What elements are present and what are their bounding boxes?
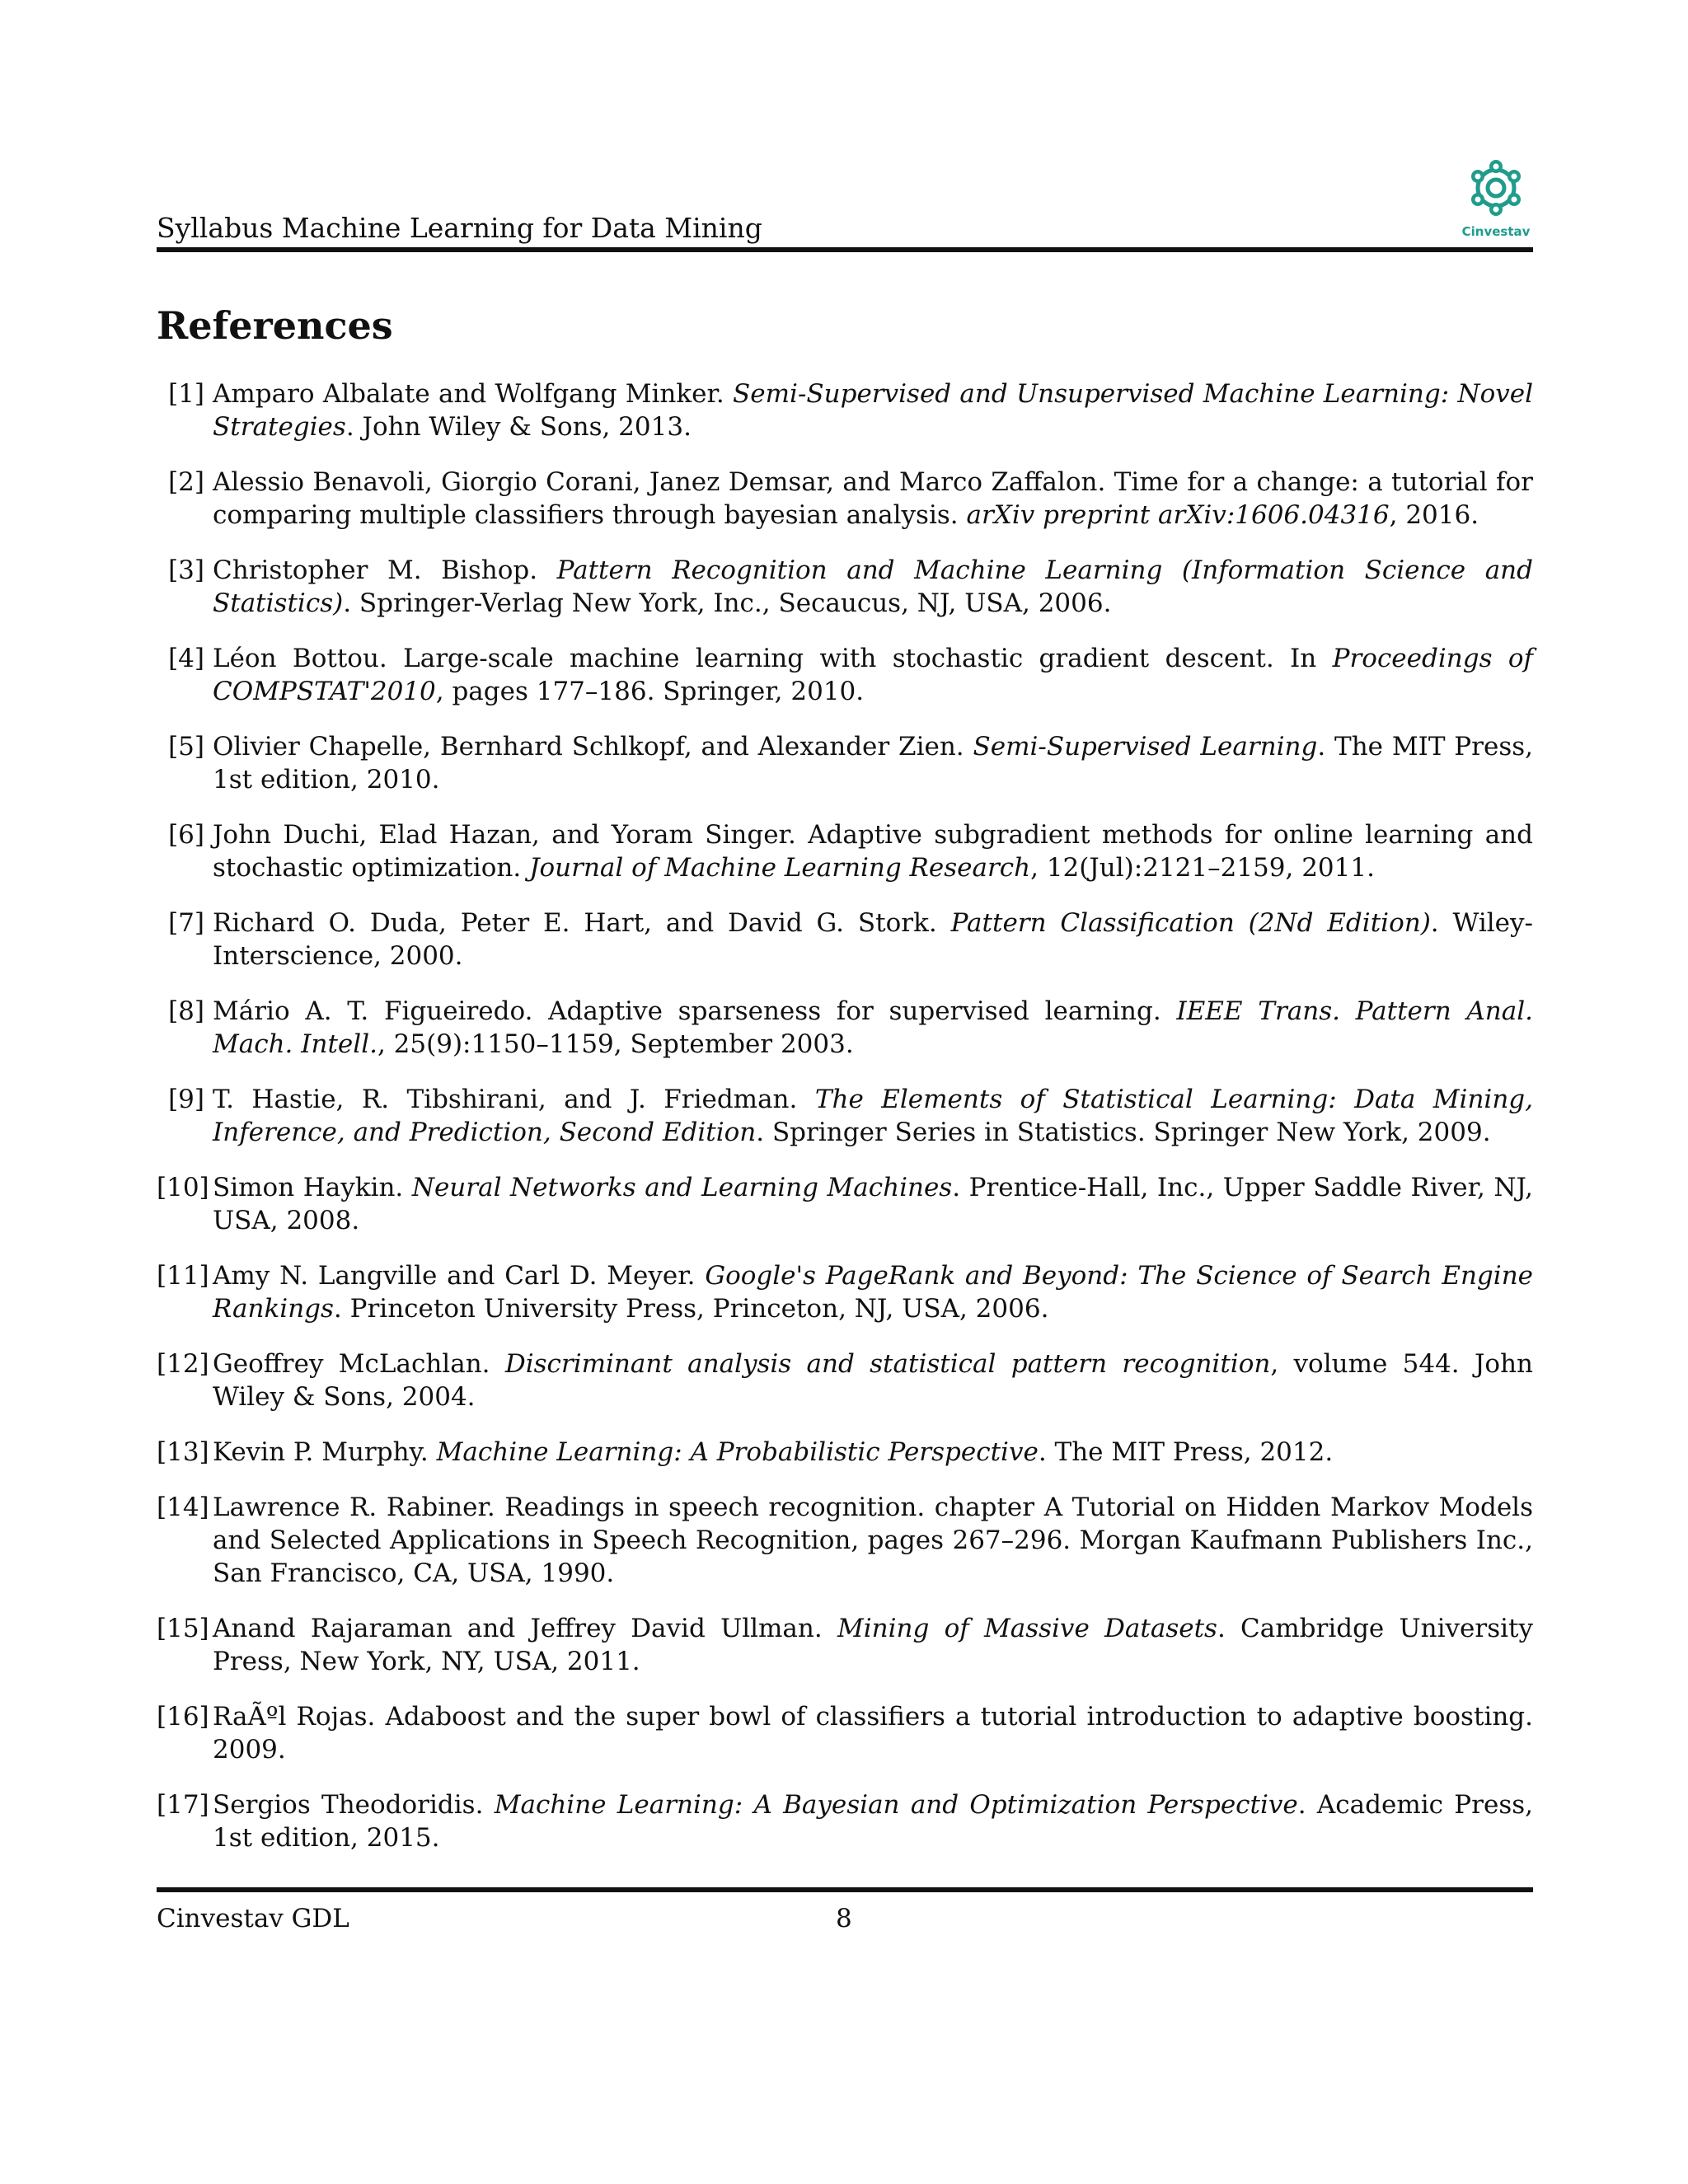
reference-text: [213, 820, 1533, 883]
reference-text: [213, 1790, 1533, 1853]
reference-number: [6]: [168, 820, 204, 850]
section-title: References: [157, 303, 393, 348]
reference-item: [157, 1436, 1533, 1469]
reference-number: [8]: [168, 996, 204, 1026]
reference-publication: . Wiley-Interscience, 2000.: [213, 908, 1533, 971]
reference-text: [213, 1085, 1533, 1147]
reference-authors: Amparo Albalate and Wolfgang Minker.: [213, 379, 734, 409]
reference-publication: . Academic Press, 1st edition, 2015.: [213, 1790, 1533, 1853]
reference-text: [213, 1614, 1533, 1676]
reference-authors: Lawrence R. Rabiner. Readings in speech recognition. chapter A Tutorial on Hidden Markov Models and Selected Applications in Speech Recognition, pages 267–296. Morgan Kaufmann Publishers Inc., San Francisco, CA, USA, 1990.: [213, 1493, 1533, 1588]
reference-number: [15]: [157, 1614, 209, 1643]
reference-text: [213, 644, 1533, 706]
reference-authors: Sergios Theodoridis.: [213, 1790, 495, 1820]
reference-number: [13]: [157, 1437, 209, 1467]
reference-text: [213, 467, 1533, 530]
reference-publication: . John Wiley & Sons, 2013.: [345, 412, 692, 442]
reference-title: Semi-Supervised Learning: [973, 732, 1318, 762]
reference-number: [16]: [157, 1702, 209, 1732]
reference-authors: Amy N. Langville and Carl D. Meyer.: [213, 1261, 706, 1291]
reference-authors: RaÃºl Rojas. Adaboost and the super bowl of classifiers a tutorial introduction to adaptive boosting. 2009.: [213, 1702, 1533, 1765]
header-rule: [157, 247, 1533, 252]
reference-list: [157, 377, 1533, 1877]
reference-number: [3]: [168, 555, 204, 585]
reference-text: [213, 1493, 1533, 1588]
reference-authors: Geoffrey McLachlan.: [213, 1349, 505, 1379]
footer-institution: Cinvestav GDL: [157, 1904, 349, 1933]
page-header: [157, 148, 1533, 252]
reference-text: [213, 908, 1533, 971]
reference-title: Journal of Machine Learning Research: [529, 853, 1031, 883]
reference-item: [157, 1491, 1533, 1590]
reference-number: [11]: [157, 1261, 209, 1291]
reference-title: The Elements of Statistical Learning: Data Mining, Inference, and Prediction, Second Edition: [213, 1085, 1534, 1147]
reference-authors: Christopher M. Bishop.: [213, 555, 557, 585]
reference-number: [2]: [168, 467, 204, 497]
reference-number: [10]: [157, 1173, 209, 1202]
reference-authors: Alessio Benavoli, Giorgio Corani, Janez Demsar, and Marco Zaffalon. Time for a change: a tutorial for comparing multiple classifiers through bayesian analysis.: [213, 467, 1533, 530]
reference-number: [12]: [157, 1349, 209, 1379]
reference-publication: . Springer Series in Statistics. Springer New York, 2009.: [756, 1118, 1491, 1147]
reference-text: [213, 996, 1533, 1059]
reference-item: [157, 554, 1533, 620]
reference-title: arXiv preprint arXiv:1606.04316: [966, 500, 1390, 530]
reference-publication: . The MIT Press, 2012.: [1038, 1437, 1334, 1467]
cinvestav-logo: [1459, 157, 1533, 239]
reference-authors: Simon Haykin.: [213, 1173, 412, 1202]
reference-title: Proceedings of COMPSTAT'2010: [213, 644, 1533, 706]
reference-authors: T. Hastie, R. Tibshirani, and J. Friedman.: [213, 1085, 815, 1114]
reference-authors: John Duchi, Elad Hazan, and Yoram Singer. Adaptive subgradient methods for online learning and stochastic optimization.: [213, 820, 1533, 883]
reference-number: [1]: [168, 379, 204, 409]
reference-publication: . The MIT Press, 1st edition, 2010.: [213, 732, 1534, 794]
reference-number: [7]: [168, 908, 204, 938]
reference-item: [157, 1171, 1533, 1237]
reference-authors: Léon Bottou. Large-scale machine learning with stochastic gradient descent. In: [213, 644, 1333, 673]
reference-item: [157, 818, 1533, 884]
reference-title: Semi-Supervised and Unsupervised Machine Learning: Novel Strategies: [213, 379, 1534, 442]
reference-publication: . Prentice-Hall, Inc., Upper Saddle River, NJ, USA, 2008.: [213, 1173, 1534, 1235]
reference-authors: Anand Rajaraman and Jeffrey David Ullman.: [213, 1614, 837, 1643]
reference-item: [157, 907, 1533, 972]
reference-authors: Richard O. Duda, Peter E. Hart, and David G. Stork.: [213, 908, 951, 938]
reference-title: Neural Networks and Learning Machines: [411, 1173, 953, 1202]
reference-authors: Kevin P. Murphy.: [213, 1437, 437, 1467]
reference-authors: Olivier Chapelle, Bernhard Schlkopf, and Alexander Zien.: [213, 732, 973, 762]
reference-number: [4]: [168, 644, 204, 673]
reference-item: [157, 377, 1533, 443]
reference-text: [213, 1173, 1533, 1235]
footer-rule: [157, 1887, 1533, 1892]
reference-publication: . Princeton University Press, Princeton, NJ, USA, 2006.: [333, 1294, 1049, 1324]
reference-item: [157, 995, 1533, 1061]
reference-text: [213, 1702, 1533, 1765]
reference-item: [157, 1700, 1533, 1766]
reference-publication: , pages 177–186. Springer, 2010.: [435, 677, 865, 706]
reference-publication: , 2016.: [1389, 500, 1479, 530]
reference-title: Google's PageRank and Beyond: The Science of Search Engine Rankings: [213, 1261, 1534, 1324]
reference-title: Mining of Massive Datasets: [837, 1614, 1217, 1643]
reference-item: [157, 642, 1533, 708]
reference-number: [9]: [168, 1085, 204, 1114]
reference-title: Machine Learning: A Bayesian and Optimization Perspective: [494, 1790, 1298, 1820]
reference-text: [213, 1261, 1533, 1324]
reference-title: Pattern Classification (2Nd Edition): [950, 908, 1431, 938]
reference-text: [213, 555, 1533, 618]
reference-number: [17]: [157, 1790, 209, 1820]
header-title: Syllabus Machine Learning for Data Mining: [157, 212, 762, 244]
reference-title: Machine Learning: A Probabilistic Perspective: [436, 1437, 1039, 1467]
reference-title: Pattern Recognition and Machine Learning (Information Science and Statistics): [213, 555, 1533, 618]
reference-publication: , 12(Jul):2121–2159, 2011.: [1030, 853, 1375, 883]
reference-item: [157, 730, 1533, 796]
reference-item: [157, 1788, 1533, 1854]
reference-text: [213, 1437, 1333, 1467]
logo-text: Cinvestav: [1461, 224, 1531, 239]
reference-publication: , 25(9):1150–1159, September 2003.: [377, 1029, 854, 1059]
reference-publication: . Cambridge University Press, New York, NY, USA, 2011.: [213, 1614, 1534, 1676]
reference-title: IEEE Trans. Pattern Anal. Mach. Intell.: [213, 996, 1533, 1059]
reference-text: [213, 732, 1533, 794]
reference-item: [157, 1083, 1533, 1149]
reference-title: Discriminant analysis and statistical pattern recognition: [504, 1349, 1271, 1379]
reference-item: [157, 466, 1533, 532]
reference-number: [5]: [168, 732, 204, 762]
reference-item: [157, 1347, 1533, 1413]
reference-number: [14]: [157, 1493, 209, 1522]
reference-publication: , volume 544. John Wiley & Sons, 2004.: [213, 1349, 1534, 1412]
reference-text: [213, 1349, 1533, 1412]
reference-authors: Mário A. T. Figueiredo. Adaptive sparseness for supervised learning.: [213, 996, 1177, 1026]
cinvestav-logo-icon: [1459, 157, 1533, 221]
reference-item: [157, 1259, 1533, 1325]
reference-text: [213, 379, 1533, 442]
reference-item: [157, 1612, 1533, 1678]
reference-publication: . Springer-Verlag New York, Inc., Secaucus, NJ, USA, 2006.: [343, 588, 1112, 618]
page-number: 8: [836, 1904, 852, 1933]
